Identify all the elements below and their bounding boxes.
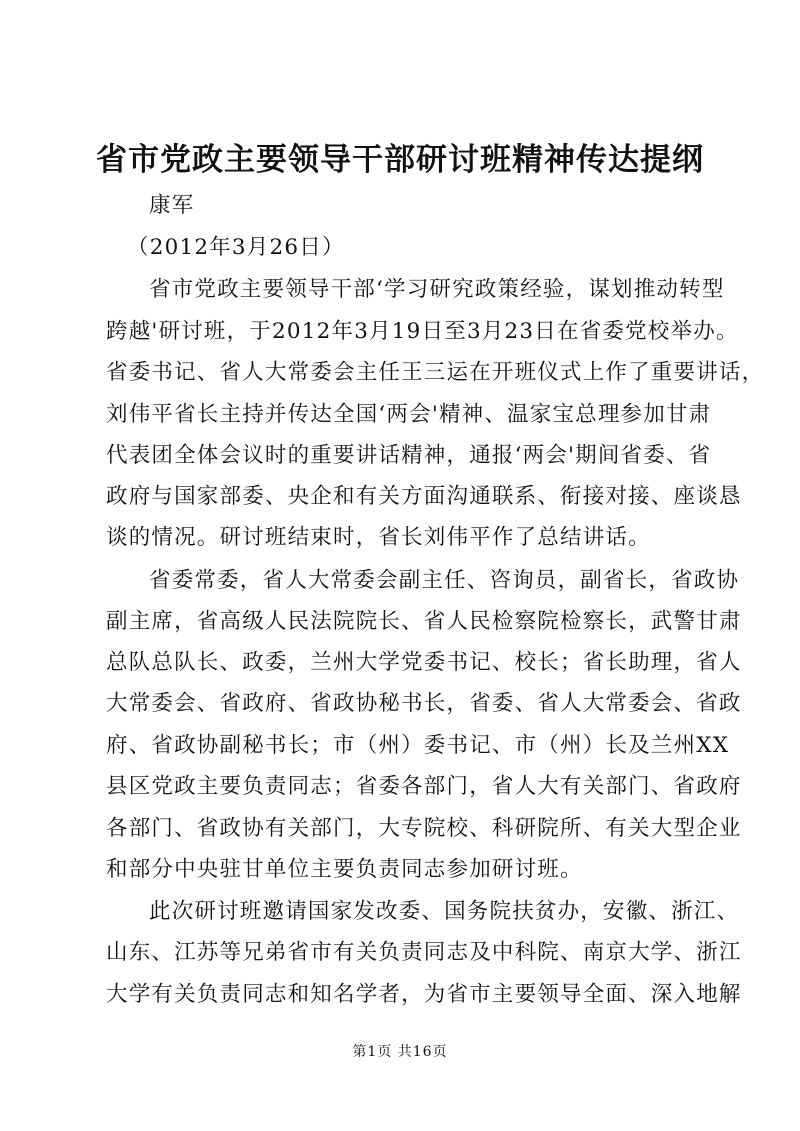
paragraph-line: 县区党政主要负责同志；省委各部门，省人大有关部门、省政府	[106, 774, 742, 799]
paragraph-line: 总队总队长、政委，兰州大学党委书记、校长；省长助理，省人	[106, 650, 742, 675]
paragraph-line: 各部门、省政协有关部门，大专院校、科研院所、有关大型企业	[106, 816, 742, 841]
paragraph-line: 谈的情况。研讨班结束时，省长刘伟平作了总结讲话。	[106, 525, 651, 550]
paragraph-line: 府、省政协副秘书长；市（州）委书记、市（州）长及兰州XX	[106, 733, 730, 758]
paragraph-line: 代表团全体会议时的重要讲话精神，通报‘两会'期间省委、省	[106, 443, 712, 468]
paragraph-line: 跨越'研讨班，于2012年3月19日至3月23日在省委党校举办。	[106, 319, 739, 344]
paragraph-line: 大学有关负责同志和知名学者，为省市主要领导全面、深入地解	[106, 982, 742, 1007]
paragraph-line: 省市党政主要领导干部‘学习研究政策经验，谋划推动转型	[149, 277, 725, 302]
document-title: 省市党政主要领导干部研讨班精神传达提纲	[96, 142, 704, 178]
paragraph-line: 山东、江苏等兄弟省市有关负责同志及中科院、南京大学、浙江	[106, 940, 742, 965]
page-number: 第1页 共16页	[352, 1044, 448, 1060]
paragraph-line: 此次研讨班邀请国家发改委、国务院扶贫办，安徽、浙江、	[149, 899, 740, 924]
paragraph-line: 省委常委，省人大常委会副主任、咨询员，副省长，省政协	[149, 568, 740, 593]
author-name: 康军	[149, 193, 195, 218]
paragraph-line: 省委书记、省人大常委会主任王三运在开班仪式上作了重要讲话，	[106, 360, 765, 385]
paragraph-line: 和部分中央驻甘单位主要负责同志参加研讨班。	[106, 857, 583, 882]
paragraph-line: 大常委会、省政府、省政协秘书长，省委、省人大常委会、省政	[106, 691, 742, 716]
paragraph-line: 政府与国家部委、央企和有关方面沟通联系、衔接对接、座谈恳	[106, 484, 742, 509]
paragraph-line: 副主席，省高级人民法院院长、省人民检察院检察长，武警甘肃	[106, 609, 742, 634]
document-date: （2012年3月26日）	[127, 235, 345, 260]
paragraph-line: 刘伟平省长主持并传达全国‘两会'精神、温家宝总理参加甘肃	[106, 402, 712, 427]
